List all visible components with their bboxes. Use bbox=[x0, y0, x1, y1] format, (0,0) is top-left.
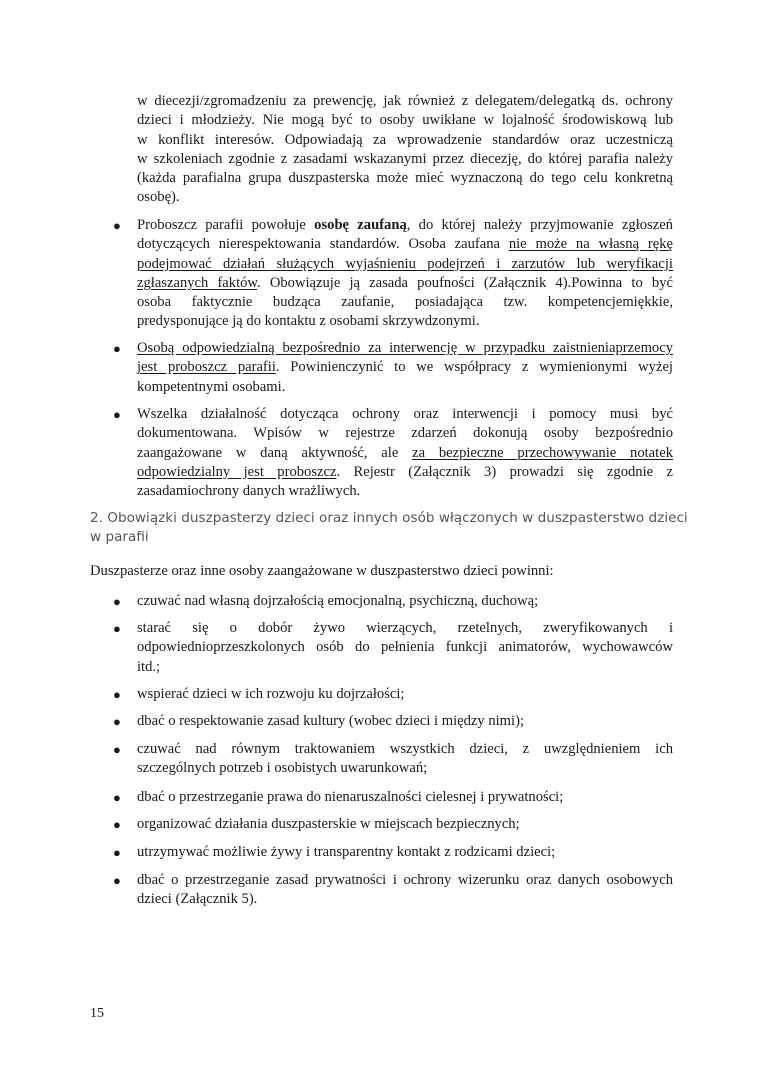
text-line: w szkoleniach zgodnie z zasadami wskazanymi przez diecezję, do której parafia należy bbox=[137, 150, 673, 167]
list-item bbox=[137, 712, 673, 731]
heading-line: 2. Obowiązki duszpasterzy dzieci oraz innych osób włączonych w duszpasterstwo dzieci bbox=[90, 510, 688, 526]
text-line: dbać o przestrzeganie prawa do nienaruszalności cielesnej i prywatności; bbox=[137, 789, 564, 805]
text-line: zasadamiochrony danych wrażliwych. bbox=[137, 483, 361, 500]
text-line: Wszelka działalność dotycząca ochrony oraz interwencji i pomocy musi być bbox=[137, 406, 673, 422]
underlined-text: zgłaszanych faktów bbox=[137, 274, 258, 291]
section-heading bbox=[90, 509, 690, 547]
text-line: dbać o respektowanie zasad kultury (wobec dzieci i między nimi); bbox=[137, 713, 524, 729]
underlined-text: odpowiedzialny jest proboszcz bbox=[137, 463, 337, 480]
bullet-dot-icon: ● bbox=[113, 845, 121, 860]
bullet-dot-icon: ● bbox=[113, 714, 121, 729]
bullet-dot-icon: ● bbox=[113, 621, 121, 636]
list-item bbox=[137, 815, 673, 834]
text-run: . Powinienczynić to we współpracy z wymienionymi wyżej bbox=[275, 359, 673, 376]
text-line: organizować działania duszpasterskie w miejscach bezpiecznych; bbox=[137, 816, 520, 832]
text-line bbox=[137, 463, 673, 482]
text-line: dokumentowana. Wpisów w rejestrze zdarzeń dokonują osoby bezpośrednio bbox=[137, 425, 673, 442]
list-item bbox=[137, 685, 673, 704]
text-line: w konflikt interesów. Odpowiadają za wprowadzenie standardów oraz uczestniczą bbox=[137, 131, 673, 148]
bullet-dot-icon: ● bbox=[113, 341, 121, 356]
bullet-dot-icon: ● bbox=[113, 817, 121, 832]
list-item bbox=[137, 843, 673, 862]
bullet-dot-icon: ● bbox=[113, 594, 121, 609]
bullet-dot-icon: ● bbox=[113, 218, 121, 233]
bullet-dot-icon: ● bbox=[113, 742, 121, 757]
heading-line: w parafii bbox=[90, 529, 149, 545]
text-run: . Obowiązuje ją zasada poufności (Załącznik 4).Powinna to być bbox=[257, 274, 673, 291]
text-line: utrzymywać możliwie żywy i transparentny kontakt z rodzicami dzieci; bbox=[137, 844, 556, 860]
text-line: starać się o dobór żywo wierzących, rzetelnych, zweryfikowanych i bbox=[137, 620, 673, 636]
underlined-text: nie może na własną rękę bbox=[508, 236, 673, 253]
text-line: (każda parafialna grupa duszpasterska może mieć wyznaczoną do tego celu konkretną bbox=[137, 170, 673, 187]
list-item bbox=[137, 619, 673, 677]
underlined-text: Osobą odpowiedzialną bezpośrednio za interwencję w przypadku zaistnieniaprzemocy bbox=[137, 340, 673, 356]
text-line: szczególnych potrzeb i osobistych uwarunkowań; bbox=[137, 760, 428, 777]
section-intro: Duszpasterze oraz inne osoby zaangażowane w duszpasterstwo dzieci powinni: bbox=[90, 563, 554, 579]
text-line: dzieci i młodzieży. Nie mogą być to osoby uwikłane w lojalność środowiskową lub bbox=[137, 112, 673, 129]
text-line: w diecezji/zgromadzeniu za prewencję, jak również z delegatem/delegatką ds. ochrony bbox=[137, 93, 673, 109]
text-line: osobę). bbox=[137, 189, 180, 206]
text-line: kompetentnymi osobami. bbox=[137, 378, 286, 395]
bullet-item-documentation bbox=[137, 405, 673, 501]
text-line: czuwać nad własną dojrzałością emocjonalną, psychiczną, duchową; bbox=[137, 593, 539, 609]
page-number: 15 bbox=[90, 1006, 104, 1021]
underlined-text: za bezpieczne przechowywanie notatek bbox=[412, 444, 673, 461]
text-line: osoba faktycznie budząca zaufanie, posiadająca tzw. kompetencjemiękkie, bbox=[137, 294, 673, 311]
text-line: wspierać dzieci w ich rozwoju ku dojrzałości; bbox=[137, 686, 405, 702]
text-run: , do której należy przyjmowanie zgłoszeń bbox=[406, 217, 673, 233]
text-line: dzieci (Załącznik 5). bbox=[137, 891, 258, 908]
text-run: dotyczących nierespektowania standardów. Osoba zaufana bbox=[137, 236, 509, 253]
list-item bbox=[137, 788, 673, 807]
text-line: predysponujące ją do kontaktu z osobami skrzywdzonymi. bbox=[137, 313, 480, 330]
text-line: odpowiednioprzeszkolonych osób do pełnienia funkcji animatorów, wychowawców bbox=[137, 639, 673, 656]
text-line bbox=[137, 358, 673, 377]
text-line: dbać o przestrzeganie zasad prywatności i ochrony wizerunku oraz danych osobowych bbox=[137, 872, 673, 888]
text-run: Proboszcz parafii powołuje bbox=[137, 217, 315, 233]
underlined-text: jest proboszcz parafii bbox=[137, 359, 276, 376]
text-run: . Rejestr (Załącznik 3) prowadzi się zgodnie z bbox=[336, 463, 673, 480]
bullet-item-responsible-person bbox=[137, 339, 673, 397]
bullet-dot-icon: ● bbox=[113, 687, 121, 702]
list-item bbox=[137, 871, 673, 910]
bullet-dot-icon: ● bbox=[113, 790, 121, 805]
list-item bbox=[137, 592, 673, 611]
list-item bbox=[137, 740, 673, 779]
text-line bbox=[137, 274, 673, 293]
bullet-item-trusted-person bbox=[137, 216, 673, 332]
continuation-paragraph bbox=[137, 92, 673, 208]
bold-term: osobę zaufaną bbox=[314, 217, 407, 233]
underlined-text: podejmować działań służących wyjaśnieniu podejrzeń i zarzutów lub weryfikacji bbox=[137, 255, 673, 272]
text-line bbox=[137, 216, 673, 235]
text-line: itd.; bbox=[137, 658, 161, 675]
text-run: zaangażowane w daną aktywność, ale bbox=[137, 444, 413, 461]
bullet-dot-icon: ● bbox=[113, 407, 121, 422]
text-line bbox=[137, 235, 673, 254]
bullet-dot-icon: ● bbox=[113, 873, 121, 888]
text-line bbox=[137, 444, 673, 463]
text-line: czuwać nad równym traktowaniem wszystkich dzieci, z uwzględnieniem ich bbox=[137, 741, 673, 757]
